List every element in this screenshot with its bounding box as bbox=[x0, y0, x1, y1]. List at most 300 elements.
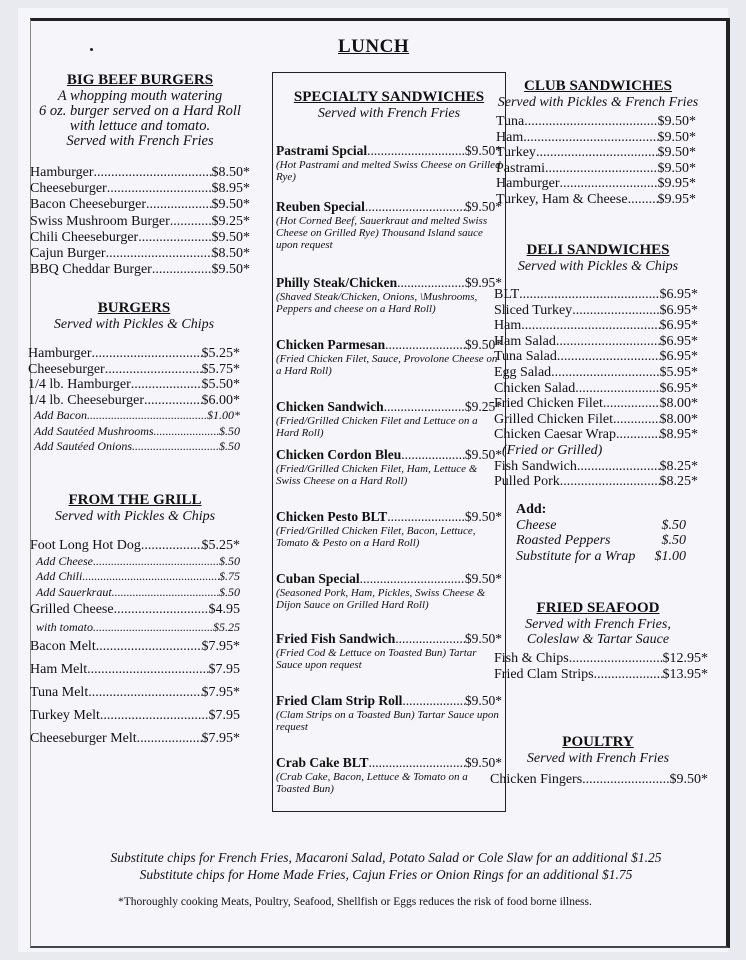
leader-dots bbox=[613, 412, 660, 428]
leader-dots bbox=[603, 396, 660, 412]
menu-item-row bbox=[494, 287, 698, 303]
menu-item-row bbox=[28, 362, 240, 378]
item-description: (Fried/Grilled Chicken Filet and Lettuce on a Hard Roll) bbox=[276, 415, 478, 439]
item-name: Cheeseburger bbox=[30, 181, 107, 197]
item-price: $.75 bbox=[219, 569, 240, 583]
club-sandwiches-section bbox=[488, 78, 708, 207]
specialty-item bbox=[276, 509, 502, 549]
menu-item-row bbox=[276, 143, 502, 159]
item-price: $5.95* bbox=[659, 364, 698, 380]
menu-items bbox=[490, 772, 708, 788]
item-name: Grilled Cheese bbox=[30, 602, 114, 617]
item-price: $9.50* bbox=[464, 631, 502, 646]
footer-line-1: Substitute chips for French Fries, Macaroni Salad, Potato Salad or Cole Slaw for an additional $1.25 bbox=[110, 850, 662, 865]
item-name: Tuna bbox=[496, 114, 525, 129]
item-name: Chicken Caesar Wrap bbox=[494, 427, 617, 443]
menu-items bbox=[30, 165, 250, 278]
item-name: Chicken Fingers bbox=[490, 772, 583, 787]
menu-item-row bbox=[30, 165, 250, 181]
menu-item-row bbox=[494, 396, 698, 412]
leader-dots bbox=[131, 377, 202, 393]
section-subtitle: Served with Pickles & French Fries bbox=[497, 95, 699, 110]
menu-item-row bbox=[30, 619, 240, 635]
item-price: $8.25* bbox=[659, 474, 698, 490]
menu-item-row bbox=[494, 412, 698, 428]
item-name: Turkey, Ham & Cheese bbox=[496, 191, 628, 207]
item-description: (Clam Strips on a Toasted Bun) Tartar Sauce upon request bbox=[276, 709, 499, 733]
leader-dots bbox=[88, 681, 201, 705]
item-price: $9.95* bbox=[464, 275, 502, 290]
menu-item-row bbox=[30, 230, 250, 246]
addon-row bbox=[516, 518, 686, 534]
leader-dots bbox=[365, 199, 465, 215]
leader-dots bbox=[577, 459, 660, 475]
leader-dots bbox=[569, 651, 663, 667]
menu-item-row bbox=[30, 727, 240, 751]
addon-list bbox=[516, 518, 686, 565]
footer-line-2: Substitute chips for Home Made Fries, Cajun Fries or Onion Rings for an additional $1.75 bbox=[139, 867, 633, 882]
item-name: Add Chili bbox=[36, 569, 83, 583]
leader-dots bbox=[92, 346, 202, 362]
specialty-item bbox=[276, 571, 502, 611]
leader-dots bbox=[100, 705, 209, 727]
menu-item-row bbox=[496, 114, 696, 130]
item-name: Fried Clam Strips bbox=[494, 667, 594, 682]
item-price: $.50 bbox=[219, 554, 240, 568]
item-name: Crab Cake BLT bbox=[276, 755, 369, 770]
menu-page bbox=[18, 8, 728, 952]
item-name: Philly Steak/Chicken bbox=[276, 275, 398, 290]
item-price: $.50 bbox=[219, 585, 240, 599]
specialty-item bbox=[276, 199, 502, 251]
leader-dots bbox=[594, 667, 663, 683]
leader-dots bbox=[545, 161, 658, 177]
item-price: $4.95 bbox=[208, 602, 240, 617]
menu-items bbox=[494, 651, 708, 683]
item-price: $5.25* bbox=[201, 538, 240, 553]
burgers-section bbox=[28, 300, 240, 455]
item-price: $9.50* bbox=[464, 571, 502, 586]
item-price: $7.95* bbox=[201, 639, 240, 654]
item-name: Ham Salad bbox=[494, 333, 556, 349]
fried-seafood-section bbox=[488, 600, 708, 683]
section-title: BIG BEEF BURGERS bbox=[66, 72, 214, 88]
section-subtitle: A whopping mouth watering bbox=[57, 88, 223, 104]
item-description: (Crab Cake, Bacon, Lettuce & Tomato on a Toasted Bun) bbox=[276, 771, 468, 795]
menu-item-row bbox=[490, 772, 708, 788]
item-price: $9.50* bbox=[464, 509, 502, 524]
leader-dots bbox=[521, 318, 659, 334]
leader-dots bbox=[146, 197, 212, 213]
item-name: Hamburger bbox=[30, 165, 94, 180]
leader-dots bbox=[87, 659, 208, 681]
item-price: $13.95* bbox=[662, 667, 708, 682]
item-price: $5.50* bbox=[201, 377, 240, 392]
item-price: $6.95* bbox=[659, 287, 698, 302]
item-name: (Fried or Grilled) bbox=[502, 442, 603, 458]
menu-item-row bbox=[30, 600, 240, 619]
leader-dots bbox=[367, 143, 465, 159]
section-title: FRIED SEAFOOD bbox=[536, 600, 660, 616]
menu-item-row bbox=[30, 538, 240, 554]
leader-dots bbox=[401, 447, 465, 463]
menu-item-row bbox=[276, 755, 502, 771]
section-subtitle: Served with Pickles & Chips bbox=[53, 317, 215, 332]
menu-item-row bbox=[28, 377, 240, 393]
item-description: (Fried Cod & Lettuce on Toasted Bun) Tartar Sauce upon request bbox=[276, 647, 477, 671]
leader-dots bbox=[628, 192, 658, 208]
item-price: $8.95* bbox=[659, 427, 698, 443]
speck bbox=[90, 48, 93, 51]
addon-name: Substitute for a Wrap bbox=[516, 548, 636, 564]
section-title: DELI SANDWICHES bbox=[526, 242, 670, 258]
menu-item-row bbox=[276, 571, 502, 587]
leader-dots bbox=[524, 114, 657, 130]
leader-dots bbox=[114, 600, 209, 619]
item-name: with tomato bbox=[36, 620, 94, 634]
leader-dots bbox=[87, 408, 207, 424]
section-subtitle: Served with Pickles & Chips bbox=[54, 509, 216, 524]
item-name: Add Sauerkraut bbox=[36, 585, 112, 599]
specialty-item bbox=[276, 399, 502, 439]
item-name: Turkey bbox=[496, 145, 536, 160]
item-price: $9.50* bbox=[211, 229, 250, 245]
item-name: Bacon Melt bbox=[30, 639, 96, 654]
leader-dots bbox=[93, 554, 219, 569]
item-name: Egg Salad bbox=[494, 364, 552, 380]
item-name: Fried Fish Sandwich bbox=[276, 631, 396, 646]
item-name: Chicken Cordon Bleu bbox=[276, 447, 402, 462]
addon-name: Cheese bbox=[516, 517, 557, 533]
item-price: $8.25* bbox=[659, 458, 698, 474]
poultry-section bbox=[488, 734, 708, 788]
item-name: 1/4 lb. Cheeseburger bbox=[28, 392, 144, 408]
menu-item-row bbox=[28, 439, 240, 455]
item-price: $7.95* bbox=[201, 731, 240, 746]
deli-sandwiches-section bbox=[488, 242, 708, 564]
menu-item-row bbox=[496, 176, 696, 192]
item-price: $9.50* bbox=[657, 114, 696, 129]
section-subtitle: 6 oz. burger served on a Hard Roll bbox=[39, 103, 241, 119]
menu-item-row bbox=[494, 349, 698, 365]
menu-item-row bbox=[494, 459, 698, 475]
leader-dots bbox=[523, 130, 657, 146]
section-title: BURGERS bbox=[97, 300, 171, 316]
section-subtitle: Served with French Fries bbox=[66, 133, 214, 149]
item-price: $5.25 bbox=[213, 620, 240, 634]
item-name: Fried Chicken Filet bbox=[494, 396, 603, 412]
section-subtitle: with lettuce and tomato. bbox=[69, 118, 211, 134]
leader-dots bbox=[112, 584, 219, 600]
big-beef-burgers-section bbox=[30, 72, 250, 278]
menu-item-row bbox=[30, 635, 240, 659]
leader-dots bbox=[107, 181, 212, 197]
leader-dots bbox=[519, 287, 659, 303]
item-price: $.50 bbox=[219, 439, 240, 453]
item-name: Fish & Chips bbox=[494, 651, 569, 666]
item-name: Cajun Burger bbox=[30, 246, 106, 262]
item-name: Ham bbox=[496, 129, 524, 145]
item-name: Pulled Pork bbox=[494, 474, 560, 490]
item-name: Chicken Salad bbox=[494, 380, 576, 396]
add-label: Add: bbox=[516, 501, 547, 517]
menu-item-row bbox=[30, 554, 240, 569]
menu-item-row bbox=[276, 693, 502, 709]
leader-dots bbox=[94, 165, 212, 181]
item-name: Add Bacon bbox=[34, 408, 87, 422]
menu-item-row bbox=[28, 393, 240, 409]
section-title: FROM THE GRILL bbox=[68, 492, 202, 508]
menu-item-row bbox=[494, 334, 698, 350]
addon-price: $.50 bbox=[661, 517, 686, 533]
menu-items bbox=[494, 287, 698, 490]
footer-note: *Thoroughly cooking Meats, Poultry, Seafood, Shellfish or Eggs reduces the risk of food borne illness. bbox=[118, 896, 592, 908]
section-title: POULTRY bbox=[562, 734, 634, 750]
item-name: Tuna Salad bbox=[494, 349, 557, 365]
addon-price: $1.00 bbox=[654, 548, 686, 564]
leader-dots bbox=[141, 538, 202, 554]
item-price: $9.50* bbox=[211, 197, 250, 213]
menu-item-row bbox=[496, 161, 696, 177]
leader-dots bbox=[616, 427, 659, 443]
item-price: $9.50* bbox=[657, 160, 696, 176]
item-name: Bacon Cheeseburger bbox=[30, 197, 146, 213]
menu-item-row bbox=[276, 199, 502, 215]
menu-item-row bbox=[30, 705, 240, 727]
menu-item-row bbox=[276, 509, 502, 525]
item-description: (Fried/Grilled Chicken Filet, Bacon, Lettuce, Tomato & Pesto on a Hard Roll) bbox=[276, 525, 476, 549]
menu-items bbox=[496, 114, 696, 207]
item-price: $9.50* bbox=[657, 129, 696, 145]
item-price: $9.50* bbox=[464, 447, 502, 462]
item-price: $6.95* bbox=[659, 302, 698, 318]
menu-item-row bbox=[30, 584, 240, 600]
menu-item-row bbox=[494, 651, 708, 667]
item-name: Add Sautéed Mushrooms bbox=[34, 423, 154, 438]
menu-item-row bbox=[494, 381, 698, 397]
item-name: Chicken Pesto BLT bbox=[276, 509, 388, 524]
specialty-item bbox=[276, 693, 502, 733]
menu-item-row bbox=[496, 192, 696, 208]
item-name: Add Sautéed Onions bbox=[34, 439, 132, 453]
item-price: $9.50* bbox=[464, 337, 502, 352]
item-price: $7.95 bbox=[208, 662, 240, 677]
item-price: $6.95* bbox=[659, 380, 698, 396]
item-name: Tuna Melt bbox=[30, 685, 89, 700]
item-name: Chicken Sandwich bbox=[276, 399, 384, 414]
item-price: $9.50* bbox=[464, 143, 502, 158]
leader-dots bbox=[96, 635, 202, 659]
menu-item-row bbox=[30, 214, 250, 230]
item-price: $9.50* bbox=[669, 772, 708, 787]
specialty-item bbox=[276, 631, 502, 671]
item-name: Hamburger bbox=[28, 346, 92, 361]
menu-item-row bbox=[30, 659, 240, 681]
item-name: Hamburger bbox=[496, 176, 560, 191]
leader-dots bbox=[152, 262, 212, 278]
specialty-item bbox=[276, 337, 502, 377]
leader-dots bbox=[170, 214, 212, 230]
item-name: Fish Sandwich bbox=[494, 458, 577, 474]
item-description: (Fried/Grilled Chicken Filet, Ham, Lettuce & Swiss Cheese on a Hard Roll) bbox=[276, 463, 478, 487]
item-description: (Seasoned Pork, Ham, Pickles, Swiss Cheese & Dijon Sauce on Grilled Hard Roll) bbox=[276, 587, 486, 611]
menu-item-row bbox=[276, 399, 502, 415]
leader-dots bbox=[144, 393, 202, 409]
leader-dots bbox=[132, 439, 219, 455]
menu-item-row bbox=[276, 447, 502, 463]
section-title: CLUB SANDWICHES bbox=[524, 78, 672, 94]
item-price: $8.95* bbox=[211, 181, 250, 197]
menu-item-row bbox=[30, 181, 250, 197]
menu-item-row bbox=[494, 427, 698, 443]
addon-row bbox=[516, 533, 686, 549]
leader-dots bbox=[137, 727, 202, 751]
menu-item-row bbox=[276, 337, 502, 353]
item-description: (Shaved Steak/Chicken, Onions, \Mushrooms, Peppers and cheese on a Hard Roll) bbox=[276, 291, 478, 315]
addon-name: Roasted Peppers bbox=[516, 533, 611, 549]
leader-dots bbox=[369, 755, 465, 771]
item-name: Chili Cheeseburger bbox=[30, 229, 139, 245]
leader-dots bbox=[395, 631, 465, 647]
item-name: Cuban Special bbox=[276, 571, 360, 586]
deli-addons bbox=[516, 502, 686, 565]
item-price: $9.25* bbox=[211, 213, 250, 229]
item-price: $9.50* bbox=[657, 145, 696, 160]
specialty-sandwiches-box bbox=[272, 72, 506, 812]
section-subtitle: Served with French Fries, bbox=[525, 617, 671, 632]
leader-dots bbox=[360, 571, 465, 587]
menu-item-row bbox=[494, 667, 708, 683]
section-subtitle: Coleslaw & Tartar Sauce bbox=[526, 632, 670, 647]
item-price: $9.95* bbox=[657, 191, 696, 207]
addon-row bbox=[516, 549, 686, 565]
leader-dots bbox=[106, 246, 212, 262]
item-name: Add Cheese bbox=[36, 554, 93, 568]
item-name: 1/4 lb. Hamburger bbox=[28, 377, 131, 392]
leader-dots bbox=[93, 619, 213, 635]
item-price: $9.25* bbox=[464, 399, 502, 414]
item-name: Foot Long Hot Dog bbox=[30, 538, 141, 553]
item-name: Cheeseburger Melt bbox=[30, 731, 137, 746]
item-name: Chicken Parmesan bbox=[276, 337, 386, 352]
item-name: BBQ Cheddar Burger bbox=[30, 262, 152, 278]
specialty-item bbox=[276, 143, 502, 183]
item-price: $8.00* bbox=[659, 411, 698, 427]
section-subtitle: Served with French Fries bbox=[526, 751, 670, 766]
item-price: $8.50* bbox=[211, 246, 250, 262]
menu-item-row bbox=[496, 145, 696, 161]
item-price: $5.25* bbox=[201, 346, 240, 361]
leader-dots bbox=[385, 337, 465, 353]
item-name: BLT bbox=[494, 287, 520, 302]
menu-item-row bbox=[30, 681, 240, 705]
item-name: Fried Clam Strip Roll bbox=[276, 693, 403, 708]
specialty-item bbox=[276, 447, 502, 487]
item-price: $8.00* bbox=[659, 396, 698, 412]
item-price: $9.50* bbox=[464, 755, 502, 770]
leader-dots bbox=[551, 365, 659, 381]
item-name: Reuben Special bbox=[276, 199, 365, 214]
menu-item-row bbox=[276, 631, 502, 647]
menu-item-row bbox=[494, 303, 698, 319]
specialty-item bbox=[276, 275, 502, 315]
leader-dots bbox=[572, 303, 659, 319]
leader-dots bbox=[560, 176, 658, 192]
leader-dots bbox=[575, 381, 659, 397]
addon-price: $.50 bbox=[661, 533, 686, 549]
item-price: $8.50* bbox=[211, 165, 250, 180]
menu-item-row bbox=[494, 318, 698, 334]
item-name: Ham Melt bbox=[30, 662, 88, 677]
leader-dots bbox=[402, 693, 465, 709]
item-price: $9.50* bbox=[464, 693, 502, 708]
item-price: $7.95* bbox=[201, 685, 240, 700]
item-name: Cheeseburger bbox=[28, 361, 105, 377]
from-the-grill-section bbox=[30, 492, 240, 751]
leader-dots bbox=[138, 230, 211, 246]
menu-item-row bbox=[30, 569, 240, 584]
menu-item-row bbox=[494, 474, 698, 490]
leader-dots bbox=[536, 145, 658, 161]
menu-item-row bbox=[28, 408, 240, 424]
leader-dots bbox=[387, 509, 465, 525]
item-price: $5.75* bbox=[201, 361, 240, 377]
menu-item-row bbox=[30, 197, 250, 213]
specialty-item bbox=[276, 755, 502, 795]
item-name: Pastrami Spcial bbox=[276, 143, 368, 158]
item-name: Ham bbox=[494, 318, 522, 334]
item-description: (Hot Pastrami and melted Swiss Cheese on Grilled Rye) bbox=[276, 159, 501, 183]
item-price: $1.00* bbox=[207, 408, 240, 422]
leader-dots bbox=[560, 474, 660, 490]
leader-dots bbox=[154, 424, 219, 440]
item-price: $12.95* bbox=[662, 651, 708, 666]
leader-dots bbox=[105, 362, 202, 378]
section-title: SPECIALTY SANDWICHES bbox=[293, 89, 485, 105]
item-description: (Hot Corned Beef, Sauerkraut and melted Swiss Cheese on Grilled Rye) Thousand Island sauce upon request bbox=[276, 215, 488, 251]
leader-dots bbox=[82, 569, 219, 584]
item-name: Grilled Chicken Filet bbox=[494, 411, 613, 427]
item-price: $6.95* bbox=[659, 318, 698, 334]
menu-item-row bbox=[494, 443, 698, 459]
item-price: $7.95 bbox=[208, 708, 240, 723]
item-name: Turkey Melt bbox=[30, 708, 100, 723]
item-price: $.50 bbox=[219, 423, 240, 438]
menu-item-row bbox=[30, 246, 250, 262]
section-subtitle: Served with French Fries bbox=[317, 106, 461, 121]
leader-dots bbox=[582, 772, 669, 788]
item-description: (Fried Chicken Filet, Sauce, Provolone Cheese on a Hard Roll) bbox=[276, 353, 498, 377]
item-price: $9.95* bbox=[657, 176, 696, 191]
menu-title: LUNCH bbox=[338, 36, 410, 57]
item-name: Swiss Mushroom Burger bbox=[30, 213, 170, 229]
section-subtitle: Served with Pickles & Chips bbox=[517, 259, 679, 274]
item-price: $9.50* bbox=[464, 199, 502, 214]
leader-dots bbox=[556, 334, 660, 350]
menu-item-row bbox=[494, 365, 698, 381]
leader-dots bbox=[384, 399, 465, 415]
item-price: $6.00* bbox=[201, 392, 240, 408]
menu-item-row bbox=[28, 346, 240, 362]
item-price: $6.95* bbox=[659, 333, 698, 349]
menu-item-row bbox=[28, 424, 240, 440]
item-name: Pastrami bbox=[496, 160, 545, 176]
leader-dots bbox=[557, 349, 660, 365]
menu-items bbox=[28, 346, 240, 455]
menu-item-row bbox=[276, 275, 502, 291]
item-price: $9.50* bbox=[211, 262, 250, 278]
item-price: $6.95* bbox=[659, 349, 698, 365]
